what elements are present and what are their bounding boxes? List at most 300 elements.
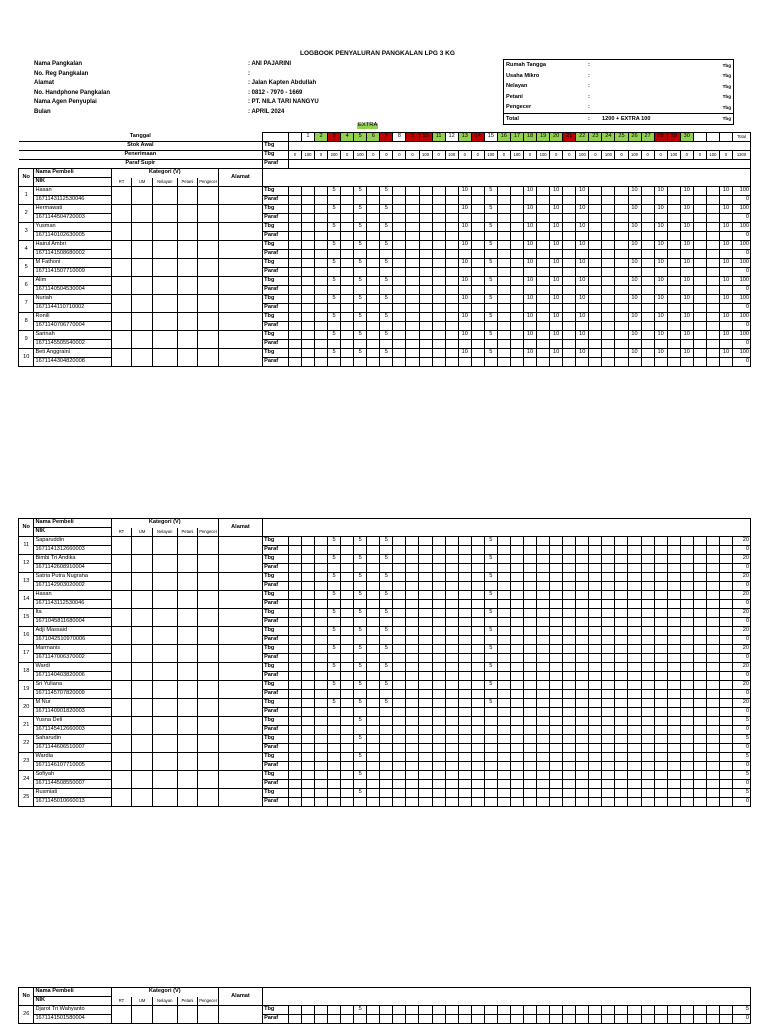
qty-cell[interactable] [693,313,706,322]
qty-cell[interactable] [667,259,680,268]
qty-cell[interactable] [563,205,576,214]
paraf-cell[interactable] [537,564,550,573]
kategori-cell[interactable] [132,349,153,367]
paraf-cell[interactable] [563,690,576,699]
qty-cell[interactable] [680,771,693,780]
paraf-cell[interactable] [628,798,641,807]
qty-cell[interactable] [667,537,680,546]
qty-cell[interactable] [641,735,654,744]
kategori-cell[interactable] [152,187,177,205]
paraf-cell[interactable] [719,322,732,331]
qty-cell[interactable] [341,627,354,636]
paraf-cell[interactable] [628,600,641,609]
qty-cell[interactable] [550,663,563,672]
qty-cell[interactable] [328,771,341,780]
paraf-cell[interactable] [288,232,301,241]
paraf-cell[interactable] [471,618,484,627]
kategori-cell[interactable] [152,223,177,241]
paraf-cell[interactable] [524,268,537,277]
paraf-cell[interactable] [550,798,563,807]
kategori-cell[interactable] [177,591,198,609]
paraf-cell[interactable] [654,546,667,555]
qty-cell[interactable] [706,331,719,340]
qty-cell[interactable] [315,277,328,286]
paraf-cell[interactable] [667,358,680,367]
qty-cell[interactable] [367,241,380,250]
paraf-cell[interactable] [341,304,354,313]
qty-cell[interactable] [406,573,419,582]
paraf-cell[interactable] [589,744,602,753]
qty-cell[interactable] [419,663,432,672]
paraf-cell[interactable] [471,672,484,681]
paraf-cell[interactable] [523,582,536,591]
qty-cell[interactable] [589,241,602,250]
paraf-cell[interactable] [628,304,641,313]
qty-cell[interactable]: 5 [328,537,341,546]
qty-cell[interactable] [341,295,354,304]
paraf-cell[interactable] [576,600,589,609]
qty-cell[interactable] [471,627,484,636]
paraf-cell[interactable] [615,780,628,789]
paraf-cell[interactable] [484,358,497,367]
penerimaan-cell[interactable]: 0 [615,151,628,160]
paraf-cell[interactable] [654,214,667,223]
qty-cell[interactable] [523,591,536,600]
paraf-cell[interactable] [484,600,497,609]
qty-cell[interactable] [576,771,589,780]
kategori-cell[interactable] [132,241,153,259]
qty-cell[interactable]: 10 [719,223,732,232]
qty-cell[interactable] [432,313,445,322]
paraf-cell[interactable] [523,690,536,699]
paraf-cell[interactable] [615,708,628,717]
paraf-cell[interactable] [589,780,602,789]
paraf-cell[interactable] [314,618,327,627]
kategori-cell[interactable] [132,331,153,349]
penerimaan-cell[interactable]: 100 [354,151,367,160]
qty-cell[interactable] [667,241,680,250]
paraf-cell[interactable] [537,546,550,555]
qty-cell[interactable] [301,223,314,232]
qty-cell[interactable] [497,735,510,744]
penerimaan-cell[interactable]: 100 [301,151,314,160]
qty-cell[interactable] [367,349,380,358]
qty-cell[interactable] [706,753,719,762]
paraf-cell[interactable] [654,780,667,789]
paraf-cell[interactable] [563,358,576,367]
qty-cell[interactable] [458,609,471,618]
kategori-cell[interactable] [111,699,132,717]
paraf-cell[interactable] [602,672,615,681]
qty-cell[interactable]: 5 [380,663,393,672]
qty-cell[interactable] [563,555,576,564]
paraf-cell[interactable] [706,196,719,205]
qty-cell[interactable]: 10 [458,295,471,304]
qty-cell[interactable] [550,591,563,600]
qty-cell[interactable]: 5 [380,609,393,618]
qty-cell[interactable]: 10 [524,277,537,286]
paraf-cell[interactable] [576,214,589,223]
paraf-cell[interactable] [602,546,615,555]
paraf-cell[interactable] [576,546,589,555]
paraf-cell[interactable] [367,618,380,627]
paraf-cell[interactable] [550,582,563,591]
qty-cell[interactable] [576,591,589,600]
qty-cell[interactable] [628,735,641,744]
paraf-cell[interactable] [484,250,497,259]
qty-cell[interactable] [667,573,680,582]
qty-cell[interactable] [537,663,550,672]
qty-cell[interactable] [641,331,654,340]
qty-cell[interactable] [510,789,523,798]
qty-cell[interactable] [719,789,732,798]
qty-cell[interactable] [667,313,680,322]
kategori-cell[interactable] [177,573,198,591]
qty-cell[interactable] [537,771,550,780]
paraf-cell[interactable] [406,780,419,789]
paraf-cell[interactable] [328,726,341,735]
qty-cell[interactable] [315,313,328,322]
qty-cell[interactable] [628,645,641,654]
qty-cell[interactable] [406,223,419,232]
qty-cell[interactable] [563,241,576,250]
paraf-cell[interactable] [380,546,393,555]
paraf-cell[interactable] [484,726,497,735]
kategori-cell[interactable] [152,699,177,717]
qty-cell[interactable] [667,277,680,286]
qty-cell[interactable] [654,537,667,546]
paraf-cell[interactable] [550,286,563,295]
paraf-cell[interactable] [315,268,328,277]
qty-cell[interactable] [563,771,576,780]
paraf-cell[interactable] [563,636,576,645]
paraf-cell[interactable] [641,564,654,573]
qty-cell[interactable] [615,573,628,582]
paraf-cell[interactable] [354,636,367,645]
qty-cell[interactable] [419,735,432,744]
qty-cell[interactable] [523,753,536,762]
qty-cell[interactable] [393,771,406,780]
qty-cell[interactable]: 10 [654,187,667,196]
qty-cell[interactable] [589,573,602,582]
qty-cell[interactable] [537,277,550,286]
kategori-cell[interactable] [111,663,132,681]
qty-cell[interactable] [693,753,706,762]
paraf-cell[interactable] [550,196,563,205]
paraf-cell[interactable] [497,196,510,205]
paraf-cell[interactable] [458,268,471,277]
paraf-cell[interactable] [719,618,732,627]
paraf-cell[interactable] [537,232,550,241]
paraf-cell[interactable] [706,1015,719,1024]
paraf-cell[interactable] [667,690,680,699]
qty-cell[interactable] [367,591,380,600]
paraf-cell[interactable] [354,214,367,223]
paraf-cell[interactable] [432,798,445,807]
penerimaan-cell[interactable]: 100 [537,151,550,160]
paraf-cell[interactable] [367,708,380,717]
paraf-cell[interactable] [602,1015,615,1024]
paraf-cell[interactable] [301,600,314,609]
qty-cell[interactable] [471,187,484,196]
qty-cell[interactable] [628,663,641,672]
paraf-cell[interactable] [288,304,301,313]
paraf-cell[interactable] [380,286,393,295]
qty-cell[interactable] [563,645,576,654]
qty-cell[interactable] [288,187,301,196]
paraf-cell[interactable] [693,358,706,367]
paraf-cell[interactable] [523,618,536,627]
paraf-cell[interactable] [550,654,563,663]
qty-cell[interactable] [628,681,641,690]
qty-cell[interactable] [445,277,458,286]
paraf-cell[interactable] [328,1015,341,1024]
kategori-cell[interactable] [132,313,153,331]
qty-cell[interactable] [667,205,680,214]
paraf-cell[interactable] [471,1015,484,1024]
paraf-cell[interactable] [458,654,471,663]
paraf-cell[interactable] [615,304,628,313]
kategori-cell[interactable] [111,331,132,349]
qty-cell[interactable] [367,771,380,780]
paraf-cell[interactable] [419,600,432,609]
paraf-cell[interactable] [471,358,484,367]
paraf-cell[interactable] [615,250,628,259]
paraf-cell[interactable] [458,304,471,313]
qty-cell[interactable] [641,591,654,600]
qty-cell[interactable] [510,1006,523,1015]
qty-cell[interactable] [523,1006,536,1015]
paraf-cell[interactable] [393,232,406,241]
paraf-cell[interactable] [510,304,523,313]
qty-cell[interactable] [706,241,719,250]
qty-cell[interactable] [550,555,563,564]
paraf-cell[interactable] [484,1015,497,1024]
paraf-cell[interactable] [341,286,354,295]
paraf-cell[interactable] [419,232,432,241]
qty-cell[interactable] [667,555,680,564]
qty-cell[interactable] [471,277,484,286]
paraf-cell[interactable] [288,798,301,807]
qty-cell[interactable] [497,681,510,690]
paraf-cell[interactable] [576,1015,589,1024]
qty-cell[interactable] [393,681,406,690]
paraf-cell[interactable] [602,744,615,753]
qty-cell[interactable]: 10 [576,241,589,250]
qty-cell[interactable] [406,313,419,322]
qty-cell[interactable]: 5 [328,573,341,582]
qty-cell[interactable] [706,1006,719,1015]
paraf-cell[interactable] [367,636,380,645]
qty-cell[interactable] [615,735,628,744]
kategori-cell[interactable] [111,223,132,241]
paraf-cell[interactable] [458,214,471,223]
qty-cell[interactable] [719,645,732,654]
paraf-cell[interactable] [393,654,406,663]
paraf-cell[interactable] [550,672,563,681]
qty-cell[interactable] [667,771,680,780]
qty-cell[interactable] [523,681,536,690]
qty-cell[interactable]: 10 [628,295,641,304]
paraf-cell[interactable] [719,762,732,771]
qty-cell[interactable] [497,259,510,268]
qty-cell[interactable]: 10 [458,277,471,286]
paraf-cell[interactable] [445,582,458,591]
paraf-cell[interactable] [719,798,732,807]
qty-cell[interactable] [341,187,354,196]
paraf-cell[interactable] [328,798,341,807]
qty-cell[interactable] [301,753,314,762]
qty-cell[interactable] [693,627,706,636]
paraf-cell[interactable] [341,726,354,735]
qty-cell[interactable]: 5 [354,277,367,286]
penerimaan-cell[interactable]: 100 [628,151,641,160]
qty-cell[interactable] [667,187,680,196]
qty-cell[interactable]: 10 [719,349,732,358]
paraf-cell[interactable] [406,600,419,609]
paraf-cell[interactable] [328,268,341,277]
paraf-cell[interactable] [602,250,615,259]
qty-cell[interactable] [706,313,719,322]
qty-cell[interactable] [602,313,615,322]
qty-cell[interactable] [576,645,589,654]
kategori-cell[interactable] [132,591,153,609]
kategori-cell[interactable] [177,295,198,313]
paraf-cell[interactable] [602,582,615,591]
paraf-cell[interactable] [615,654,628,663]
qty-cell[interactable] [288,223,301,232]
qty-cell[interactable]: 10 [576,223,589,232]
paraf-cell[interactable] [432,618,445,627]
qty-cell[interactable] [510,331,523,340]
paraf-cell[interactable] [471,546,484,555]
qty-cell[interactable] [445,609,458,618]
paraf-cell[interactable] [563,304,576,313]
paraf-cell[interactable] [576,690,589,699]
qty-cell[interactable] [602,645,615,654]
paraf-cell[interactable] [628,762,641,771]
qty-cell[interactable]: 5 [328,699,341,708]
paraf-cell[interactable] [693,286,706,295]
paraf-cell[interactable] [419,636,432,645]
paraf-cell[interactable] [380,214,393,223]
paraf-cell[interactable] [432,340,445,349]
kategori-cell[interactable] [198,537,219,555]
paraf-cell[interactable] [354,1015,367,1024]
qty-cell[interactable] [497,627,510,636]
paraf-cell[interactable] [693,582,706,591]
paraf-cell[interactable] [537,672,550,681]
qty-cell[interactable] [314,609,327,618]
paraf-cell[interactable] [563,708,576,717]
paraf-cell[interactable] [497,798,510,807]
kategori-cell[interactable] [152,277,177,295]
paraf-cell[interactable] [354,564,367,573]
paraf-cell[interactable] [576,582,589,591]
paraf-cell[interactable] [510,798,523,807]
qty-cell[interactable] [432,771,445,780]
paraf-cell[interactable] [484,672,497,681]
qty-cell[interactable]: 10 [654,313,667,322]
qty-cell[interactable] [458,555,471,564]
qty-cell[interactable] [628,591,641,600]
qty-cell[interactable] [667,627,680,636]
qty-cell[interactable] [563,223,576,232]
paraf-cell[interactable] [354,358,367,367]
qty-cell[interactable] [432,349,445,358]
paraf-cell[interactable] [432,708,445,717]
qty-cell[interactable] [602,771,615,780]
qty-cell[interactable] [445,735,458,744]
qty-cell[interactable] [432,277,445,286]
qty-cell[interactable] [393,1006,406,1015]
paraf-cell[interactable] [367,762,380,771]
qty-cell[interactable] [341,205,354,214]
paraf-cell[interactable] [667,304,680,313]
qty-cell[interactable] [314,717,327,726]
qty-cell[interactable] [589,187,602,196]
qty-cell[interactable] [628,555,641,564]
paraf-cell[interactable] [380,726,393,735]
paraf-cell[interactable] [288,358,301,367]
qty-cell[interactable] [719,753,732,762]
paraf-cell[interactable] [445,780,458,789]
kategori-cell[interactable] [198,735,219,753]
qty-cell[interactable] [393,295,406,304]
qty-cell[interactable]: 5 [380,295,393,304]
paraf-cell[interactable] [314,744,327,753]
paraf-cell[interactable] [314,708,327,717]
qty-cell[interactable]: 5 [354,717,367,726]
qty-cell[interactable] [341,591,354,600]
paraf-cell[interactable] [524,214,537,223]
qty-cell[interactable] [654,609,667,618]
qty-cell[interactable]: 10 [524,223,537,232]
paraf-cell[interactable] [354,582,367,591]
paraf-cell[interactable] [484,286,497,295]
qty-cell[interactable] [537,609,550,618]
qty-cell[interactable] [667,609,680,618]
qty-cell[interactable] [367,573,380,582]
qty-cell[interactable] [497,771,510,780]
paraf-cell[interactable] [576,322,589,331]
kategori-cell[interactable] [111,205,132,223]
qty-cell[interactable] [445,259,458,268]
paraf-cell[interactable] [432,358,445,367]
qty-cell[interactable] [654,591,667,600]
kategori-cell[interactable] [132,753,153,771]
qty-cell[interactable] [641,681,654,690]
paraf-cell[interactable] [419,196,432,205]
qty-cell[interactable] [615,555,628,564]
qty-cell[interactable] [667,789,680,798]
kategori-cell[interactable] [198,555,219,573]
paraf-cell[interactable] [706,268,719,277]
paraf-cell[interactable] [510,340,523,349]
paraf-cell[interactable] [471,250,484,259]
penerimaan-cell[interactable]: 0 [563,151,576,160]
paraf-cell[interactable] [328,672,341,681]
paraf-cell[interactable] [510,322,523,331]
qty-cell[interactable]: 10 [524,313,537,322]
paraf-cell[interactable] [406,654,419,663]
paraf-cell[interactable] [471,232,484,241]
penerimaan-cell[interactable]: 100 [706,151,719,160]
paraf-cell[interactable] [314,654,327,663]
paraf-cell[interactable] [563,1015,576,1024]
kategori-cell[interactable] [132,573,153,591]
qty-cell[interactable] [523,609,536,618]
